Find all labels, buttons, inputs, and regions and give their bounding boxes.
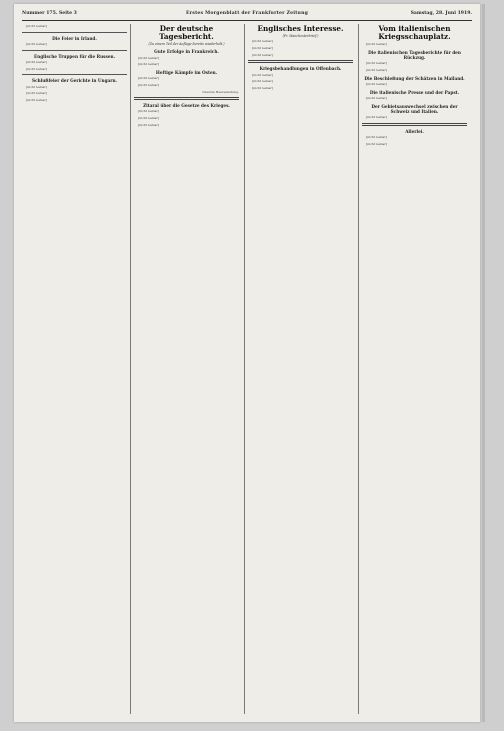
divider [22,32,127,33]
column-rule [244,24,245,714]
article-headline: Englisches Interesse. [257,24,344,33]
article-headline: Vom italienischen Kriegsschauplatz. [378,24,451,41]
headline-subtitle: (Pr. Manchesterbrief.) [282,34,319,38]
column-3 [248,24,353,714]
article-heading: Zitaral über die Gesetze des Krieges. [143,103,230,108]
article-text: [nicht lesbar] [138,109,160,114]
article-text: [nicht lesbar] [252,52,274,57]
article-text: [nicht lesbar] [138,116,160,120]
column-1 [22,24,127,714]
main-headline: Der deutsche Tagesbericht. [159,24,214,41]
newspaper-page [14,4,480,722]
article-text: [nicht lesbar] [366,96,388,100]
article-heading: Die italienische Presse und der Papst. [369,89,460,95]
article-text: [nicht lesbar] [138,55,160,60]
article-text: [nicht lesbar] [252,72,274,77]
article-text: [nicht lesbar] [366,142,388,146]
article-heading: Allerlei. [405,129,424,134]
article-heading: Gute Erfolge in Frankreich. [154,49,219,55]
article-heading: Die Beschießung der Schätzen in Mailand. [364,75,465,81]
masthead-line: Erstes Morgenblatt der Frankfurter Zeitung [185,11,309,16]
article-heading: Die Feier in Irland. [52,35,97,41]
article-heading: Schlußfeier der Gerichte in Ungarn. [32,78,117,84]
article-text: [nicht lesbar] [26,42,48,46]
article-text: [nicht lesbar] [252,46,274,50]
divider [134,97,239,100]
article-text: [nicht lesbar] [366,82,388,86]
article-text: [nicht lesbar] [138,62,160,67]
article-text: [nicht lesbar] [138,122,160,127]
page-header [22,8,472,21]
article-heading: Der Gebietsauswechsel zwischen der Schweiz und Italien. [371,103,458,114]
article-text: [nicht lesbar] [252,79,274,84]
article-text: [nicht lesbar] [26,66,48,71]
divider [248,60,353,63]
article-text: [nicht lesbar] [26,97,48,102]
article-heading: Die italienischen Tagesberichte für den Rückzug. [368,49,461,60]
issue-number: Nummer 175. Seite 3 [22,11,77,16]
headline-subtitle: (Zu einem Teil der Auflage bereits wiederholt.) [148,42,225,46]
issue-date: Samstag, 28. Juni 1919. [410,11,472,16]
divider [22,50,127,51]
article-text: [nicht lesbar] [252,85,274,90]
column-4 [362,24,467,714]
article-text: [nicht lesbar] [366,61,388,66]
article-heading: Heftige Kämpfe im Osten. [155,70,218,75]
article-text: [nicht lesbar] [26,91,48,96]
article-text: [nicht lesbar] [26,84,48,89]
article-text: [nicht lesbar] [26,60,48,64]
divider [22,74,127,75]
divider [362,123,467,126]
article-heading: Kriegsbehandlungen in Offenbach. [259,66,342,72]
article-text: [nicht lesbar] [366,135,388,140]
page-edge-shadow [482,4,485,722]
article-text: [nicht lesbar] [366,68,388,72]
article-text: [nicht lesbar] [138,83,160,87]
column-2 [134,24,239,714]
column-rule [130,24,131,714]
article-text: [nicht lesbar] [366,42,388,46]
signature: Oberste Heeresleitung. [202,89,239,94]
column-rule [358,24,359,714]
article-text: [nicht lesbar] [252,39,274,44]
article-text: [nicht lesbar] [366,115,388,120]
article-heading: Englische Truppen für die Russen. [33,53,116,59]
article-text: [nicht lesbar] [26,24,48,28]
article-text: [nicht lesbar] [138,76,160,81]
